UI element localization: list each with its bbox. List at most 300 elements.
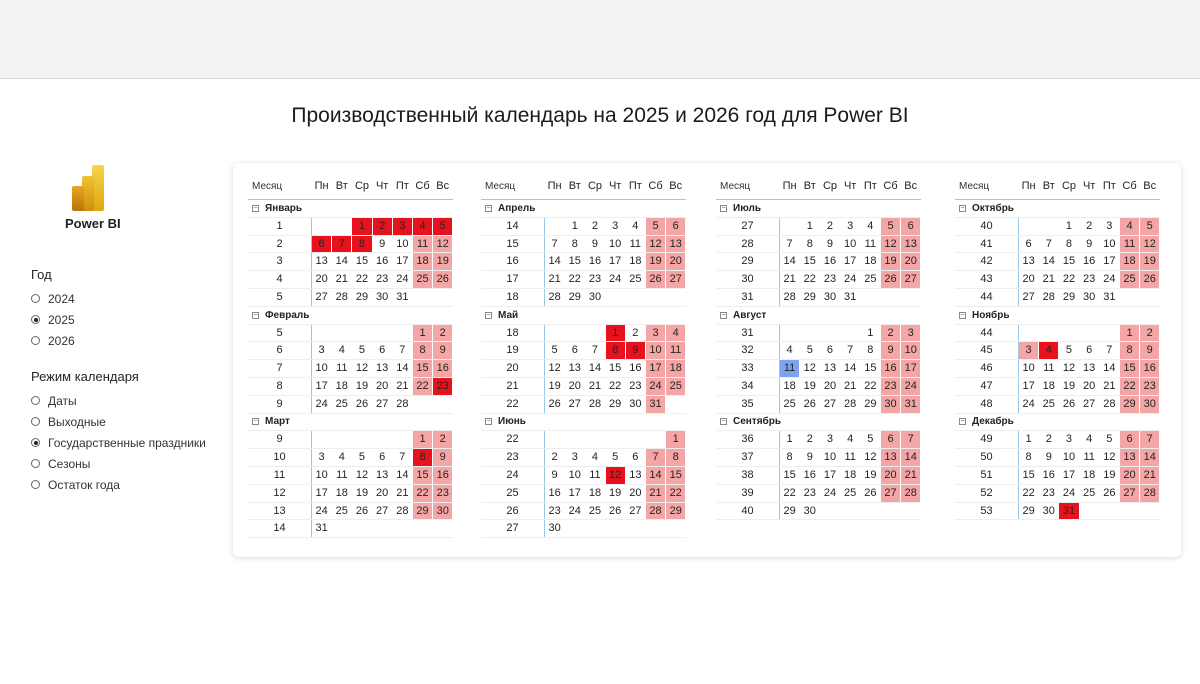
weekday-header[interactable]: Вт <box>800 178 820 195</box>
day-cell[interactable]: 11 <box>332 360 352 377</box>
day-cell[interactable]: 19 <box>433 253 453 270</box>
day-cell[interactable]: 20 <box>881 467 901 484</box>
day-cell[interactable]: 11 <box>1039 360 1059 377</box>
day-cell[interactable]: 10 <box>312 360 332 377</box>
day-cell[interactable]: 12 <box>1059 360 1079 377</box>
day-cell[interactable]: 18 <box>626 253 646 270</box>
radio-button[interactable] <box>31 438 40 447</box>
day-cell[interactable]: 24 <box>646 378 666 395</box>
day-cell[interactable]: 30 <box>626 396 646 413</box>
day-cell[interactable]: 31 <box>1059 503 1079 520</box>
day-cell[interactable]: 29 <box>780 503 800 520</box>
month-group-row[interactable] <box>248 414 453 432</box>
day-cell[interactable]: 10 <box>841 236 861 253</box>
day-cell[interactable]: 2 <box>626 325 646 342</box>
day-cell[interactable]: 26 <box>881 271 901 288</box>
day-cell[interactable]: 2 <box>800 431 820 448</box>
day-cell[interactable]: 27 <box>820 396 840 413</box>
day-cell[interactable]: 4 <box>332 342 352 359</box>
day-cell[interactable]: 18 <box>666 360 686 377</box>
month-group-row[interactable] <box>716 414 921 432</box>
weekday-header[interactable]: Чт <box>1080 178 1100 195</box>
day-cell[interactable]: 27 <box>1019 289 1039 306</box>
day-cell[interactable]: 26 <box>861 485 881 502</box>
day-cell[interactable]: 31 <box>901 396 921 413</box>
day-cell[interactable]: 12 <box>606 467 626 484</box>
day-cell[interactable]: 24 <box>606 271 626 288</box>
day-cell[interactable]: 3 <box>1019 342 1039 359</box>
weekday-header[interactable]: Ср <box>585 178 605 195</box>
day-cell[interactable]: 16 <box>1080 253 1100 270</box>
day-cell[interactable]: 1 <box>780 431 800 448</box>
day-cell[interactable]: 13 <box>565 360 585 377</box>
day-cell[interactable]: 8 <box>861 342 881 359</box>
day-cell[interactable]: 1 <box>1120 325 1140 342</box>
day-cell[interactable]: 5 <box>646 218 666 235</box>
day-cell[interactable]: 23 <box>1039 485 1059 502</box>
month-group-row[interactable] <box>481 414 686 432</box>
day-cell[interactable]: 22 <box>413 378 433 395</box>
day-cell[interactable]: 20 <box>373 378 393 395</box>
day-cell[interactable]: 1 <box>666 431 686 448</box>
day-cell[interactable]: 20 <box>666 253 686 270</box>
day-cell[interactable]: 3 <box>646 325 666 342</box>
day-cell[interactable]: 29 <box>1059 289 1079 306</box>
day-cell[interactable]: 7 <box>780 236 800 253</box>
month-group-row[interactable] <box>955 307 1160 325</box>
day-cell[interactable]: 18 <box>1039 378 1059 395</box>
day-cell[interactable]: 21 <box>585 378 605 395</box>
day-cell[interactable]: 13 <box>1080 360 1100 377</box>
weekday-header[interactable]: Вт <box>332 178 352 195</box>
day-cell[interactable]: 4 <box>585 449 605 466</box>
day-cell[interactable]: 5 <box>1059 342 1079 359</box>
day-cell[interactable]: 20 <box>373 485 393 502</box>
day-cell[interactable]: 24 <box>1019 396 1039 413</box>
day-cell[interactable]: 5 <box>1100 431 1120 448</box>
day-cell[interactable]: 4 <box>780 342 800 359</box>
radio-button[interactable] <box>31 336 40 345</box>
day-cell[interactable]: 17 <box>606 253 626 270</box>
day-cell[interactable]: 19 <box>646 253 666 270</box>
day-cell[interactable]: 29 <box>352 289 372 306</box>
day-cell[interactable]: 22 <box>1120 378 1140 395</box>
day-cell[interactable]: 15 <box>352 253 372 270</box>
day-cell[interactable]: 28 <box>393 503 413 520</box>
day-cell[interactable]: 1 <box>800 218 820 235</box>
day-cell[interactable]: 12 <box>881 236 901 253</box>
day-cell[interactable]: 12 <box>352 360 372 377</box>
day-cell[interactable]: 27 <box>312 289 332 306</box>
day-cell[interactable]: 19 <box>1140 253 1160 270</box>
day-cell[interactable]: 7 <box>332 236 352 253</box>
day-cell[interactable]: 16 <box>800 467 820 484</box>
day-cell[interactable]: 15 <box>666 467 686 484</box>
weekday-header[interactable]: Пн <box>545 178 565 195</box>
day-cell[interactable]: 20 <box>901 253 921 270</box>
day-cell[interactable]: 14 <box>393 360 413 377</box>
day-cell[interactable]: 16 <box>820 253 840 270</box>
day-cell[interactable]: 15 <box>606 360 626 377</box>
day-cell[interactable]: 25 <box>332 503 352 520</box>
day-cell[interactable]: 10 <box>393 236 413 253</box>
day-cell[interactable]: 27 <box>565 396 585 413</box>
day-cell[interactable]: 30 <box>820 289 840 306</box>
radio-button[interactable] <box>31 459 40 468</box>
day-cell[interactable]: 23 <box>545 503 565 520</box>
day-cell[interactable]: 25 <box>841 485 861 502</box>
day-cell[interactable]: 2 <box>545 449 565 466</box>
day-cell[interactable]: 8 <box>666 449 686 466</box>
day-cell[interactable]: 1 <box>565 218 585 235</box>
month-column-header[interactable]: Месяц <box>720 181 751 192</box>
day-cell[interactable]: 6 <box>1080 342 1100 359</box>
day-cell[interactable]: 24 <box>841 271 861 288</box>
day-cell[interactable]: 28 <box>585 396 605 413</box>
day-cell[interactable]: 26 <box>1059 396 1079 413</box>
day-cell[interactable]: 11 <box>585 467 605 484</box>
day-cell[interactable]: 16 <box>1039 467 1059 484</box>
day-cell[interactable]: 5 <box>606 449 626 466</box>
day-cell[interactable]: 20 <box>1019 271 1039 288</box>
day-cell[interactable]: 27 <box>373 503 393 520</box>
day-cell[interactable]: 26 <box>646 271 666 288</box>
month-group-row[interactable] <box>955 414 1160 432</box>
day-cell[interactable]: 2 <box>373 218 393 235</box>
year-option[interactable] <box>31 330 75 351</box>
weekday-header[interactable]: Чт <box>373 178 393 195</box>
year-option[interactable] <box>31 309 75 330</box>
day-cell[interactable]: 12 <box>861 449 881 466</box>
day-cell[interactable]: 1 <box>861 325 881 342</box>
collapse-icon[interactable]: − <box>486 311 491 319</box>
day-cell[interactable]: 30 <box>800 503 820 520</box>
day-cell[interactable]: 3 <box>1059 431 1079 448</box>
day-cell[interactable]: 15 <box>413 360 433 377</box>
day-cell[interactable]: 25 <box>585 503 605 520</box>
day-cell[interactable]: 24 <box>565 503 585 520</box>
day-cell[interactable]: 17 <box>312 378 332 395</box>
day-cell[interactable]: 24 <box>312 396 332 413</box>
day-cell[interactable]: 30 <box>1039 503 1059 520</box>
month-group-row[interactable] <box>481 307 686 325</box>
day-cell[interactable]: 13 <box>626 467 646 484</box>
day-cell[interactable]: 29 <box>413 503 433 520</box>
day-cell[interactable]: 17 <box>1100 253 1120 270</box>
day-cell[interactable]: 21 <box>841 378 861 395</box>
day-cell[interactable]: 4 <box>626 218 646 235</box>
day-cell[interactable]: 27 <box>666 271 686 288</box>
day-cell[interactable]: 6 <box>312 236 332 253</box>
day-cell[interactable]: 19 <box>1059 378 1079 395</box>
day-cell[interactable]: 23 <box>1140 378 1160 395</box>
day-cell[interactable]: 27 <box>1080 396 1100 413</box>
month-group-row[interactable] <box>716 200 921 218</box>
day-cell[interactable]: 17 <box>393 253 413 270</box>
day-cell[interactable]: 7 <box>393 342 413 359</box>
day-cell[interactable]: 5 <box>545 342 565 359</box>
day-cell[interactable]: 25 <box>1039 396 1059 413</box>
collapse-icon[interactable]: − <box>253 204 258 212</box>
day-cell[interactable]: 27 <box>881 485 901 502</box>
weekday-header[interactable]: Пн <box>780 178 800 195</box>
day-cell[interactable]: 5 <box>1140 218 1160 235</box>
day-cell[interactable]: 3 <box>820 431 840 448</box>
day-cell[interactable]: 21 <box>393 485 413 502</box>
day-cell[interactable]: 29 <box>800 289 820 306</box>
month-column-header[interactable]: Месяц <box>485 181 516 192</box>
day-cell[interactable]: 15 <box>413 467 433 484</box>
day-cell[interactable]: 25 <box>332 396 352 413</box>
day-cell[interactable]: 13 <box>1120 449 1140 466</box>
day-cell[interactable]: 24 <box>1059 485 1079 502</box>
day-cell[interactable]: 19 <box>545 378 565 395</box>
day-cell[interactable]: 19 <box>800 378 820 395</box>
day-cell[interactable]: 2 <box>881 325 901 342</box>
day-cell[interactable]: 14 <box>1140 449 1160 466</box>
day-cell[interactable]: 29 <box>861 396 881 413</box>
day-cell[interactable]: 12 <box>1100 449 1120 466</box>
month-group-row[interactable] <box>248 307 453 325</box>
day-cell[interactable]: 14 <box>1100 360 1120 377</box>
day-cell[interactable]: 1 <box>413 325 433 342</box>
day-cell[interactable]: 8 <box>565 236 585 253</box>
day-cell[interactable]: 24 <box>1100 271 1120 288</box>
day-cell[interactable]: 7 <box>646 449 666 466</box>
day-cell[interactable]: 3 <box>1100 218 1120 235</box>
day-cell[interactable]: 4 <box>666 325 686 342</box>
day-cell[interactable]: 31 <box>646 396 666 413</box>
weekday-header[interactable]: Пт <box>861 178 881 195</box>
mode-option[interactable] <box>31 432 206 453</box>
day-cell[interactable]: 5 <box>881 218 901 235</box>
day-cell[interactable]: 16 <box>433 467 453 484</box>
mode-option[interactable] <box>31 411 206 432</box>
day-cell[interactable]: 6 <box>1120 431 1140 448</box>
day-cell[interactable]: 20 <box>565 378 585 395</box>
day-cell[interactable]: 26 <box>352 503 372 520</box>
month-group-row[interactable] <box>248 200 453 218</box>
day-cell[interactable]: 6 <box>373 342 393 359</box>
day-cell[interactable]: 6 <box>666 218 686 235</box>
day-cell[interactable]: 31 <box>841 289 861 306</box>
day-cell[interactable]: 6 <box>626 449 646 466</box>
day-cell[interactable]: 7 <box>841 342 861 359</box>
day-cell[interactable]: 28 <box>1100 396 1120 413</box>
day-cell[interactable]: 8 <box>413 342 433 359</box>
day-cell[interactable]: 10 <box>646 342 666 359</box>
weekday-header[interactable]: Пт <box>626 178 646 195</box>
collapse-icon[interactable]: − <box>486 418 491 426</box>
day-cell[interactable]: 15 <box>1019 467 1039 484</box>
day-cell[interactable]: 29 <box>666 503 686 520</box>
day-cell[interactable]: 22 <box>780 485 800 502</box>
day-cell[interactable]: 9 <box>585 236 605 253</box>
day-cell[interactable]: 30 <box>1080 289 1100 306</box>
day-cell[interactable]: 6 <box>881 431 901 448</box>
day-cell[interactable]: 3 <box>901 325 921 342</box>
day-cell[interactable]: 21 <box>1140 467 1160 484</box>
day-cell[interactable]: 13 <box>1019 253 1039 270</box>
day-cell[interactable]: 18 <box>861 253 881 270</box>
day-cell[interactable]: 20 <box>820 378 840 395</box>
day-cell[interactable]: 12 <box>1140 236 1160 253</box>
day-cell[interactable]: 19 <box>881 253 901 270</box>
day-cell[interactable]: 22 <box>565 271 585 288</box>
day-cell[interactable]: 8 <box>413 449 433 466</box>
day-cell[interactable]: 2 <box>1080 218 1100 235</box>
day-cell[interactable]: 4 <box>332 449 352 466</box>
month-group-row[interactable] <box>955 200 1160 218</box>
day-cell[interactable]: 16 <box>373 253 393 270</box>
day-cell[interactable]: 7 <box>545 236 565 253</box>
month-column-header[interactable]: Месяц <box>959 181 990 192</box>
day-cell[interactable]: 24 <box>901 378 921 395</box>
collapse-icon[interactable]: − <box>253 311 258 319</box>
radio-button[interactable] <box>31 417 40 426</box>
day-cell[interactable]: 19 <box>1100 467 1120 484</box>
day-cell[interactable]: 26 <box>1100 485 1120 502</box>
day-cell[interactable]: 14 <box>332 253 352 270</box>
day-cell[interactable]: 1 <box>1059 218 1079 235</box>
day-cell[interactable]: 30 <box>585 289 605 306</box>
day-cell[interactable]: 26 <box>545 396 565 413</box>
day-cell[interactable]: 4 <box>1120 218 1140 235</box>
day-cell[interactable]: 10 <box>565 467 585 484</box>
day-cell[interactable]: 19 <box>352 378 372 395</box>
day-cell[interactable]: 8 <box>1059 236 1079 253</box>
day-cell[interactable]: 28 <box>1039 289 1059 306</box>
day-cell[interactable]: 22 <box>800 271 820 288</box>
radio-button[interactable] <box>31 480 40 489</box>
day-cell[interactable]: 9 <box>373 236 393 253</box>
day-cell[interactable]: 6 <box>901 218 921 235</box>
day-cell[interactable]: 21 <box>1039 271 1059 288</box>
day-cell[interactable]: 13 <box>881 449 901 466</box>
day-cell[interactable]: 17 <box>312 485 332 502</box>
day-cell[interactable]: 16 <box>626 360 646 377</box>
day-cell[interactable]: 1 <box>413 431 433 448</box>
day-cell[interactable]: 18 <box>1080 467 1100 484</box>
day-cell[interactable]: 17 <box>841 253 861 270</box>
day-cell[interactable]: 21 <box>780 271 800 288</box>
day-cell[interactable]: 11 <box>841 449 861 466</box>
day-cell[interactable]: 16 <box>881 360 901 377</box>
day-cell[interactable]: 28 <box>393 396 413 413</box>
weekday-header[interactable]: Чт <box>841 178 861 195</box>
day-cell[interactable]: 11 <box>413 236 433 253</box>
collapse-icon[interactable]: − <box>721 204 726 212</box>
mode-option[interactable] <box>31 474 206 495</box>
collapse-icon[interactable]: − <box>721 311 726 319</box>
day-cell[interactable]: 23 <box>373 271 393 288</box>
day-cell[interactable]: 12 <box>800 360 820 377</box>
day-cell[interactable]: 17 <box>646 360 666 377</box>
day-cell[interactable]: 4 <box>841 431 861 448</box>
day-cell[interactable]: 21 <box>901 467 921 484</box>
day-cell[interactable]: 31 <box>393 289 413 306</box>
day-cell[interactable]: 26 <box>800 396 820 413</box>
day-cell[interactable]: 12 <box>433 236 453 253</box>
mode-option[interactable] <box>31 390 206 411</box>
day-cell[interactable]: 23 <box>585 271 605 288</box>
day-cell[interactable]: 25 <box>413 271 433 288</box>
day-cell[interactable]: 13 <box>312 253 332 270</box>
day-cell[interactable]: 28 <box>841 396 861 413</box>
day-cell[interactable]: 29 <box>1019 503 1039 520</box>
day-cell[interactable]: 30 <box>545 520 565 537</box>
day-cell[interactable]: 23 <box>820 271 840 288</box>
day-cell[interactable]: 7 <box>585 342 605 359</box>
day-cell[interactable]: 16 <box>545 485 565 502</box>
day-cell[interactable]: 21 <box>646 485 666 502</box>
day-cell[interactable]: 1 <box>1019 431 1039 448</box>
day-cell[interactable]: 8 <box>352 236 372 253</box>
day-cell[interactable]: 10 <box>1019 360 1039 377</box>
day-cell[interactable]: 7 <box>1140 431 1160 448</box>
weekday-header[interactable]: Сб <box>1120 178 1140 195</box>
day-cell[interactable]: 15 <box>800 253 820 270</box>
day-cell[interactable]: 29 <box>1120 396 1140 413</box>
day-cell[interactable]: 3 <box>606 218 626 235</box>
day-cell[interactable]: 11 <box>780 360 800 377</box>
day-cell[interactable]: 11 <box>332 467 352 484</box>
day-cell[interactable]: 11 <box>1120 236 1140 253</box>
day-cell[interactable]: 5 <box>352 449 372 466</box>
day-cell[interactable]: 9 <box>1140 342 1160 359</box>
year-option[interactable] <box>31 288 75 309</box>
day-cell[interactable]: 6 <box>1019 236 1039 253</box>
day-cell[interactable]: 24 <box>312 503 332 520</box>
day-cell[interactable]: 13 <box>820 360 840 377</box>
day-cell[interactable]: 8 <box>606 342 626 359</box>
day-cell[interactable]: 2 <box>433 325 453 342</box>
day-cell[interactable]: 23 <box>433 485 453 502</box>
day-cell[interactable]: 7 <box>1100 342 1120 359</box>
day-cell[interactable]: 31 <box>312 520 332 537</box>
day-cell[interactable]: 28 <box>545 289 565 306</box>
day-cell[interactable]: 28 <box>332 289 352 306</box>
day-cell[interactable]: 14 <box>841 360 861 377</box>
day-cell[interactable]: 27 <box>1120 485 1140 502</box>
collapse-icon[interactable]: − <box>721 418 726 426</box>
weekday-header[interactable]: Вс <box>666 178 686 195</box>
day-cell[interactable]: 5 <box>433 218 453 235</box>
day-cell[interactable]: 4 <box>413 218 433 235</box>
day-cell[interactable]: 9 <box>1039 449 1059 466</box>
day-cell[interactable]: 18 <box>841 467 861 484</box>
day-cell[interactable]: 26 <box>433 271 453 288</box>
day-cell[interactable]: 9 <box>433 342 453 359</box>
day-cell[interactable]: 22 <box>1019 485 1039 502</box>
day-cell[interactable]: 30 <box>881 396 901 413</box>
day-cell[interactable]: 28 <box>901 485 921 502</box>
day-cell[interactable]: 19 <box>861 467 881 484</box>
weekday-header[interactable]: Вт <box>565 178 585 195</box>
day-cell[interactable]: 1 <box>606 325 626 342</box>
weekday-header[interactable]: Ср <box>1059 178 1079 195</box>
day-cell[interactable]: 22 <box>1059 271 1079 288</box>
collapse-icon[interactable]: − <box>486 204 491 212</box>
day-cell[interactable]: 28 <box>780 289 800 306</box>
month-group-row[interactable] <box>481 200 686 218</box>
day-cell[interactable]: 10 <box>820 449 840 466</box>
day-cell[interactable]: 19 <box>606 485 626 502</box>
day-cell[interactable]: 21 <box>332 271 352 288</box>
day-cell[interactable]: 14 <box>901 449 921 466</box>
day-cell[interactable]: 6 <box>565 342 585 359</box>
day-cell[interactable]: 27 <box>373 396 393 413</box>
